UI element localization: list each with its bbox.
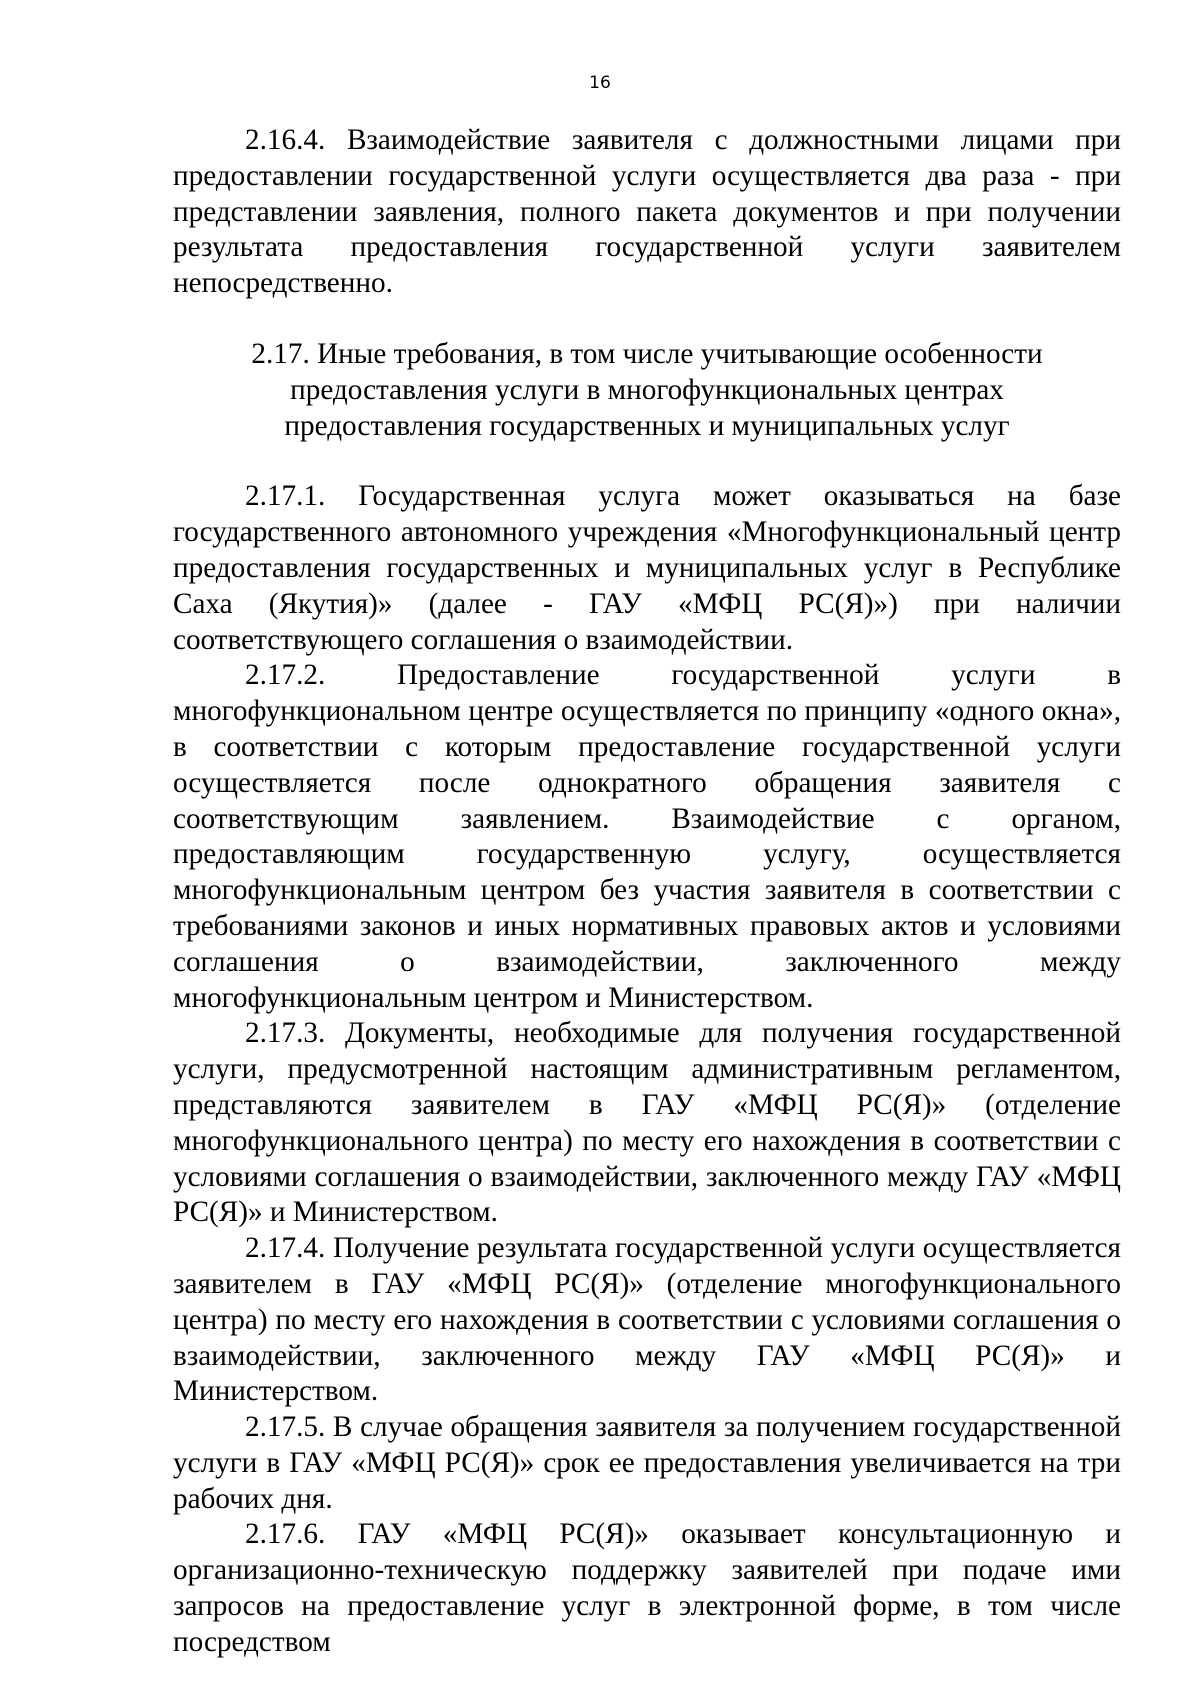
paragraph-2-17-1: 2.17.1. Государственная услуга может оказываться на базе государственного автономного учреждения «Многофункциональный центр предоставления государственных и муниципальных услуг в Республике Саха (Якутия)» (далее - ГАУ «МФЦ РС(Я)») при наличии соответствующего соглашения о взаимодействии. — [173, 480, 1121, 656]
section-heading-2-17 — [173, 337, 1121, 444]
paragraph-2-17-2: 2.17.2. Предоставление государственной услуги в многофункциональном центре осуществляется по принципу «одного окна», в соответствии с которым предоставление государственной услуги осуществляется после однократного обращения заявителя с соответствующим заявлением. Взаимодействие с органом, предоставляющим государственную услугу, осуществляется многофункциональным центром без участия заявителя в соответствии с требованиями законов и иных нормативных правовых актов и условиями соглашения о взаимодействии, заключенного между многофункциональным центром и Министерством. — [173, 659, 1121, 1014]
paragraph-2-16-4: 2.16.4. Взаимодействие заявителя с должностными лицами при предоставлении государственной услуги осуществляется два раза - при представлении заявления, полного пакета документов и при получении результата предоставления государственной услуги заявителем непосредственно. — [173, 124, 1121, 300]
heading-line-3: предоставления государственных и муниципальных услуг — [284, 409, 1010, 442]
paragraph-2-17-3: 2.17.3. Документы, необходимые для получения государственной услуги, предусмотренной настоящим административным регламентом, представляются заявителем в ГАУ «МФЦ РС(Я)» (отделение многофункционального центра) по месту его нахождения в соответствии с условиями соглашения о взаимодействии, заключенного между ГАУ «МФЦ РС(Я)» и Министерством. — [173, 1017, 1121, 1229]
paragraph-2-17-6: 2.17.6. ГАУ «МФЦ РС(Я)» оказывает консультационную и организационно-техническую поддержку заявителей при подаче ими запросов на предоставление услуг в электронной форме, в том числе посредством — [173, 1518, 1121, 1658]
spacer — [173, 302, 1121, 337]
heading-line-1: 2.17. Иные требования, в том числе учитывающие особенности — [251, 337, 1043, 370]
paragraph-2-17-4: 2.17.4. Получение результата государственной услуги осуществляется заявителем в ГАУ «МФЦ РС(Я)» (отделение многофункционального центра) по месту его нахождения в соответствии с условиями соглашения о взаимодействии, заключенного между ГАУ «МФЦ РС(Я)» и Министерством. — [173, 1232, 1121, 1408]
spacer — [173, 444, 1121, 479]
paragraph-2-17-5: 2.17.5. В случае обращения заявителя за получением государственной услуги в ГАУ «МФЦ РС(Я)» срок ее предоставления увеличивается на три рабочих дня. — [173, 1411, 1121, 1515]
heading-line-2: предоставления услуги в многофункциональных центрах — [290, 373, 1004, 406]
document-body — [173, 123, 1121, 1661]
page-number: 16 — [589, 73, 611, 93]
